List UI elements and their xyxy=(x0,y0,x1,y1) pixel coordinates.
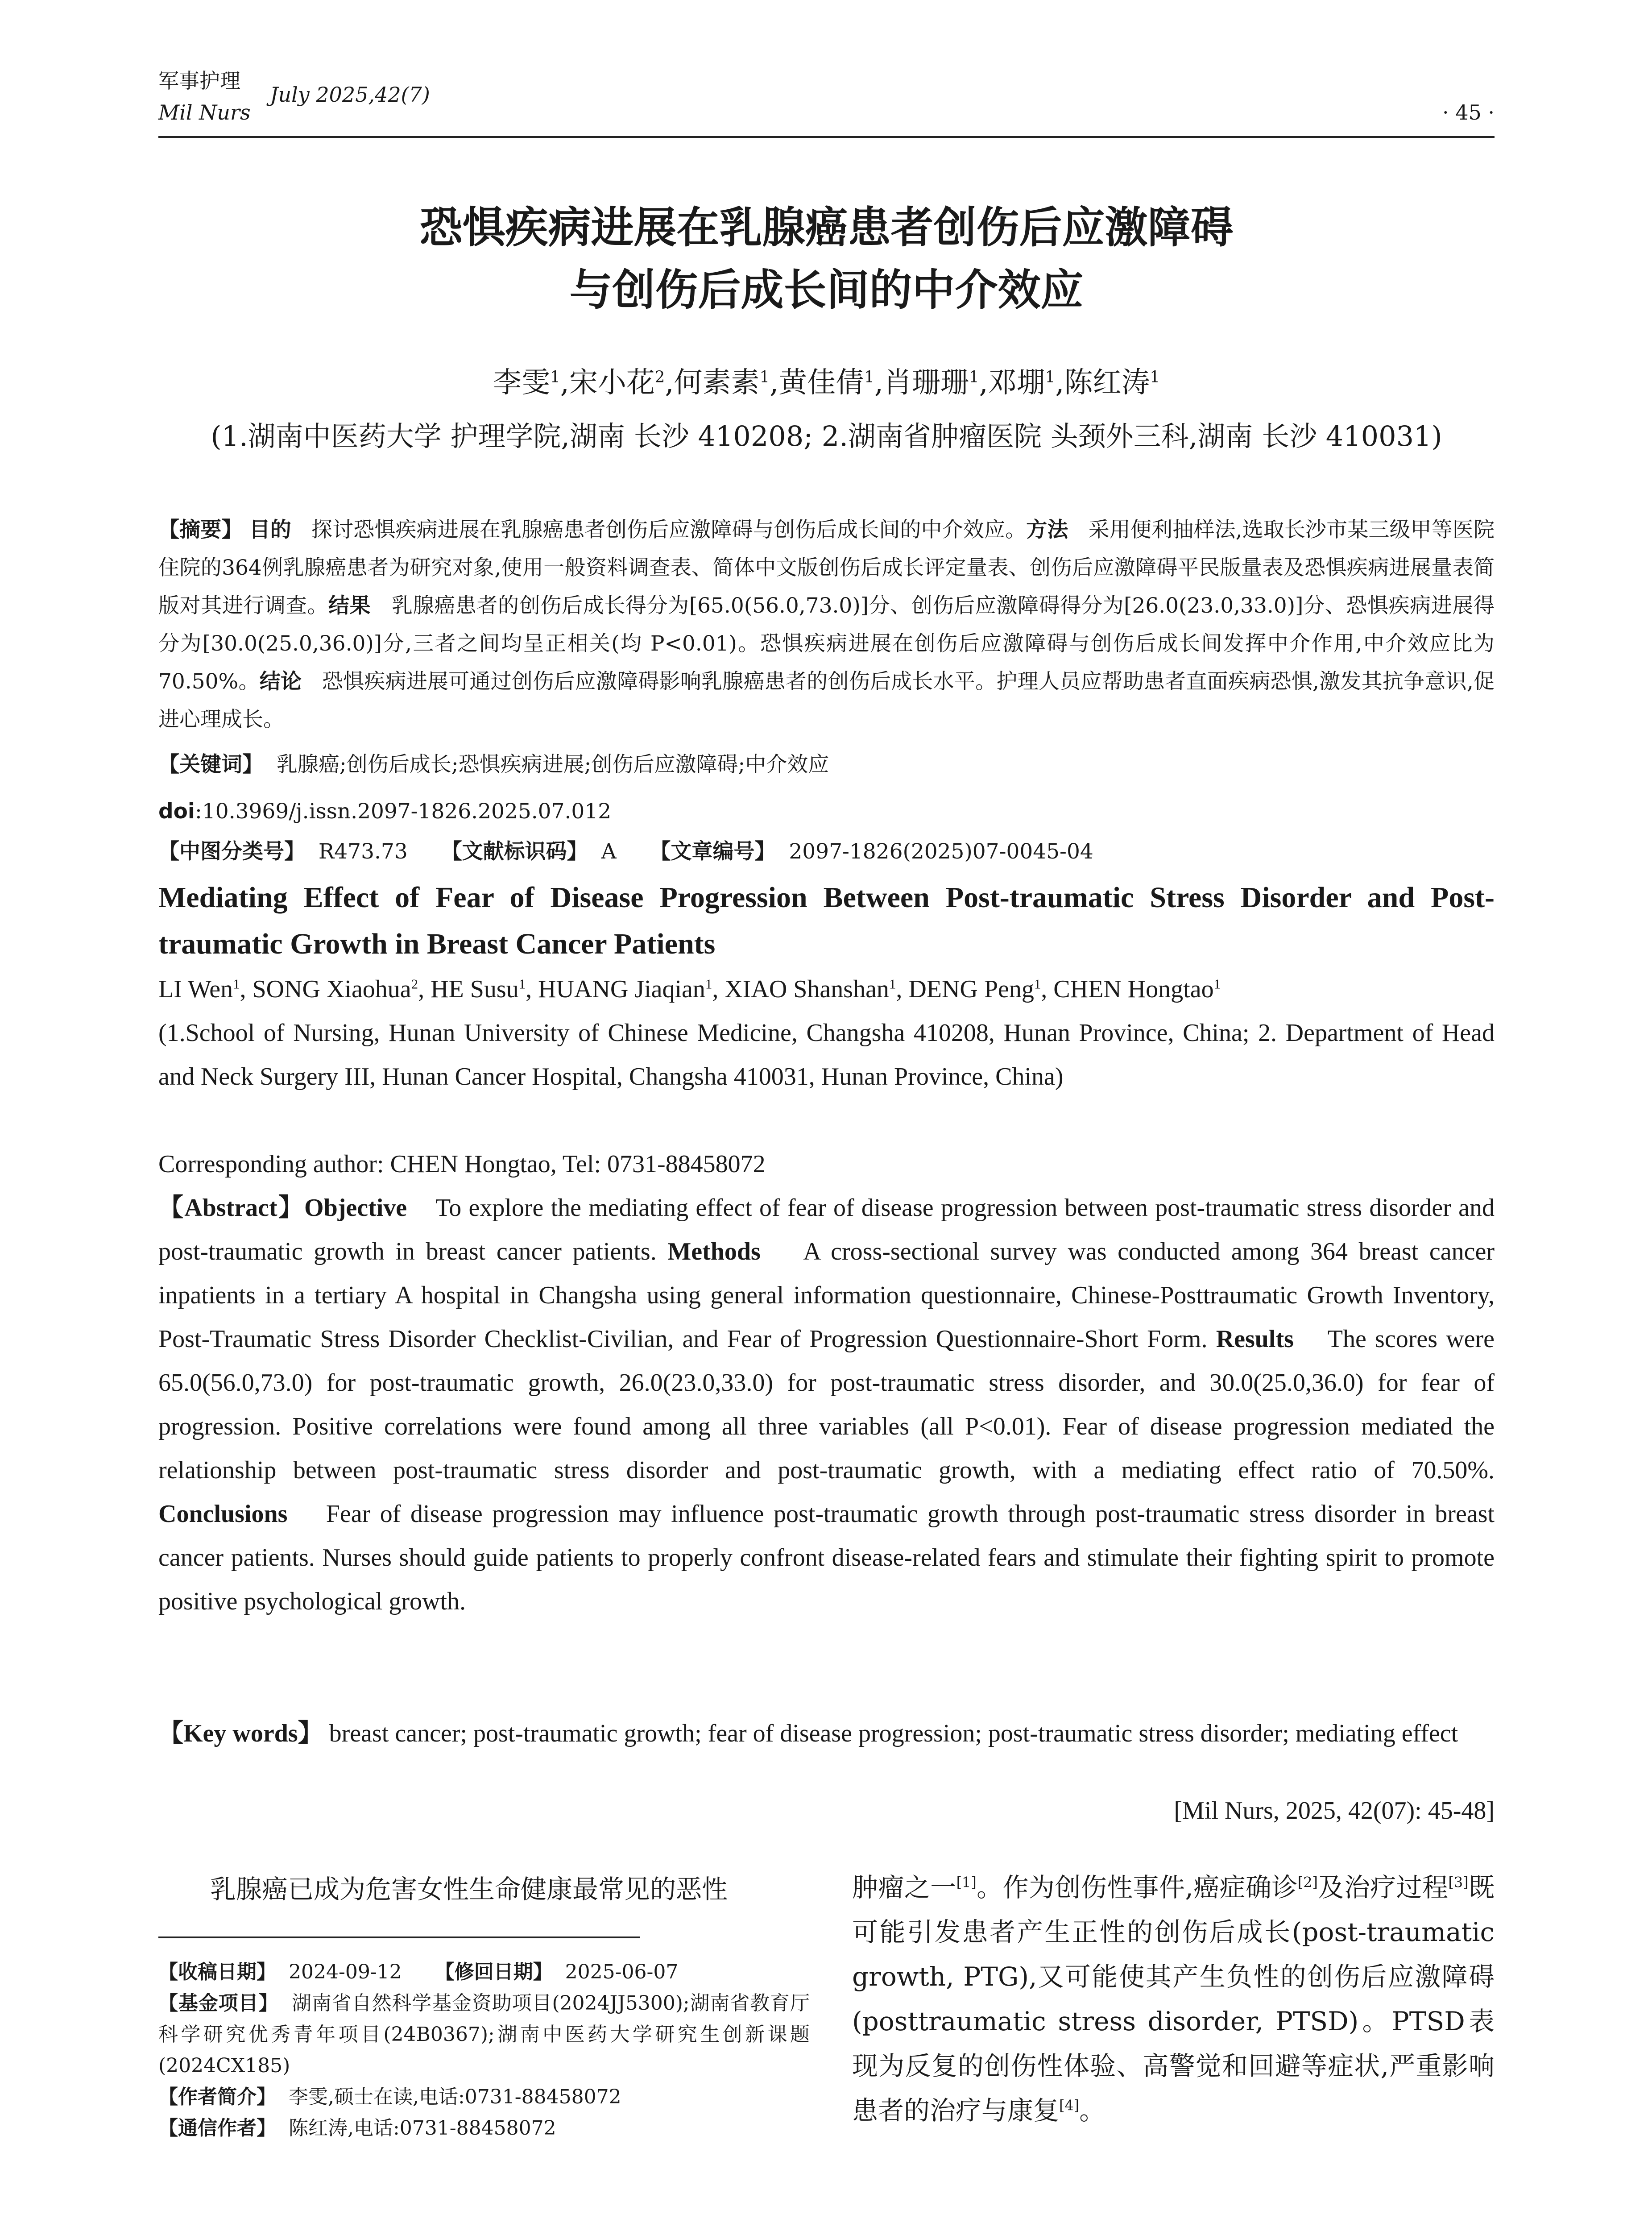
author-cn-name: 何素素 xyxy=(674,366,760,399)
author-en-aff: 1 xyxy=(518,976,526,992)
doi-label: doi xyxy=(158,799,195,824)
fund-label: 【基金项目】 xyxy=(158,1992,279,2015)
title-cn-line2: 与创伤后成长间的中介效应 xyxy=(569,265,1084,315)
results-en-text: The scores were 65.0(56.0,73.0) for post-traumatic growth, 26.0(23.0,33.0) for post-traumatic stress disorder, and 30.0(25.0,36.0) for fear of progression. Positive correlations were found among all three variables (all P<0.01). Fear of disease progression mediated the relationship between post-traumatic stress disorder and post-traumatic growth, with a mediating effect ratio of 70.50%. xyxy=(158,1325,1495,1484)
author-cn-aff: 2 xyxy=(654,368,665,386)
authors-en: LI Wen$^1$, SONG Xiaohua$^2$, HE Susu$^1$, HUANG Jiaqian$^1$, XIAO Shanshan$^1$, DENG Peng$^1$, CHEN Hongtao$^1$ xyxy=(158,975,1221,1003)
footnote-corresponding xyxy=(158,2113,810,2144)
footnotes xyxy=(158,1957,810,2144)
body-text: 。作为创伤性事件,癌症确诊 xyxy=(976,1872,1298,1903)
objective-en-text: To explore the mediating effect of fear of disease progression between post-traumatic stress disorder and post-traumatic growth in breast cancer patients. xyxy=(158,1194,1495,1265)
doc-code-label: 【文献标识码】 xyxy=(441,839,588,864)
fund-text: 湖南省自然科学基金资助项目(2024JJ5300);湖南省教育厅科学研究优秀青年项目(24B0367);湖南中医药大学研究生创新课题(2024CX185) xyxy=(158,1992,810,2077)
author-cn-aff: 1 xyxy=(759,368,770,386)
article-no-label: 【文章编号】 xyxy=(650,839,776,864)
author-intro-label: 【作者简介】 xyxy=(158,2086,276,2108)
methods-cn-text: 采用便利抽样法,选取长沙市某三级甲等医院住院的364例乳腺癌患者为研究对象,使用一般资料调查表、简体中文版创伤后成长评定量表、创伤后应激障碍平民版量表及恐惧疾病进展量表简版对其进行调查。 xyxy=(158,518,1495,618)
corresponding-author-en: Corresponding author: CHEN Hongtao, Tel: 0731-88458072 xyxy=(158,1150,766,1178)
methods-en-text: A cross-sectional survey was conducted among 364 breast cancer inpatients in a tertiary A hospital in Changsha using general information questionnaire, Chinese-Posttraumatic Growth Inventory, Post-Traumatic Stress Disorder Checklist-Civilian, and Fear of Progression Questionnaire-Short Form. xyxy=(158,1238,1495,1353)
author-cn-name: 邓堋 xyxy=(988,366,1045,399)
abstract-en xyxy=(158,1186,1495,1623)
affiliation-cn: (1.湖南中医药大学 护理学院,湖南 长沙 410208; 2.湖南省肿瘤医院 头颈外三科,湖南 长沙 410031) xyxy=(211,420,1442,452)
received-date: 2024-09-12 xyxy=(288,1961,402,1983)
conclusion-cn-text: 恐惧疾病进展可通过创伤后应激障碍影响乳腺癌患者的创伤后成长水平。护理人员应帮助患者直面疾病恐惧,激发其抗争意识,促进心理成长。 xyxy=(158,669,1495,732)
keywords-cn-text: 乳腺癌;创伤后成长;恐惧疾病进展;创伤后应激障碍;中介效应 xyxy=(276,752,829,777)
revised-label: 【修回日期】 xyxy=(435,1961,553,1983)
author-cn-name: 宋小花 xyxy=(569,366,655,399)
results-en-label: Results xyxy=(1216,1325,1294,1353)
conclusion-cn-label: 结论 xyxy=(259,669,302,694)
body-text: 。 xyxy=(1079,2095,1105,2126)
reference-2[interactable]: [2] xyxy=(1297,1874,1318,1891)
footnote-author xyxy=(158,2082,810,2113)
author-en-aff: 2 xyxy=(411,976,418,992)
header-rule xyxy=(158,136,1495,138)
keywords-cn-label: 【关键词】 xyxy=(158,752,263,777)
author-en-name: HUANG Jiaqian xyxy=(538,975,705,1003)
author-en-aff: 1 xyxy=(705,976,712,992)
author-en-aff: 1 xyxy=(233,976,240,992)
affiliation-en: (1.School of Nursing, Hunan University of Chinese Medicine, Changsha 410208, Hunan Province, China; 2. Department of Head and Neck Surgery III, Hunan Cancer Hospital, Changsha 410031, Hunan Province, China) xyxy=(158,1019,1495,1091)
title-cn-line1: 恐惧疾病进展在乳腺癌患者创伤后应激障碍 xyxy=(419,203,1234,253)
reference-4[interactable]: [4] xyxy=(1059,2097,1080,2114)
body-text: 既可能引发患者产生正性的创伤后成长(post-traumatic growth, PTG),又可能使其产生负性的创伤后应激障碍(posttraumatic stress disorder, PTSD)。PTSD表现为反复的创伤性体验、高警觉和回避等症状,严重影响患者的治疗与康复 xyxy=(852,1872,1495,2126)
journal-name-cn: 军事护理 xyxy=(158,69,240,93)
doi-line xyxy=(158,801,1495,822)
conclusions-en-text: Fear of disease progression may influence post-traumatic growth through post-traumatic stress disorder in breast cancer patients. Nurses should guide patients to properly confront disease-related fears and stimulate their fighting spirit to promote positive psychological growth. xyxy=(158,1500,1495,1615)
abstract-cn xyxy=(158,511,1495,738)
author-cn-name: 李雯 xyxy=(493,366,551,399)
conclusions-en-label: Conclusions xyxy=(158,1500,288,1528)
author-en-name: SONG Xiaohua xyxy=(252,975,411,1003)
objective-cn-label: 目的 xyxy=(249,518,291,542)
article-no-value: 2097-1826(2025)07-0045-04 xyxy=(789,839,1093,864)
author-cn-aff: 1 xyxy=(969,368,979,386)
corr-author-label: 【通信作者】 xyxy=(158,2117,276,2140)
author-en-aff: 1 xyxy=(1213,976,1221,992)
citation: [Mil Nurs, 2025, 42(07): 45-48] xyxy=(1174,1797,1495,1825)
reference-3[interactable]: [3] xyxy=(1448,1874,1469,1891)
author-cn-name: 黄佳倩 xyxy=(778,366,865,399)
keywords-en-text: breast cancer; post-traumatic growth; fear of disease progression; post-traumatic stress disorder; mediating effect xyxy=(329,1720,1458,1747)
doc-code-value: A xyxy=(601,839,617,864)
author-cn-aff: 1 xyxy=(1045,368,1056,386)
author-en-name: LI Wen xyxy=(158,975,233,1003)
author-cn-name: 肖珊珊 xyxy=(883,366,969,399)
keywords-en-label: 【Key words】 xyxy=(158,1720,323,1747)
keywords-cn xyxy=(158,754,1495,775)
body-text: 及治疗过程 xyxy=(1317,1872,1449,1903)
running-header xyxy=(158,65,1495,143)
author-cn-name: 陈红涛 xyxy=(1064,366,1150,399)
abstract-cn-label: 【摘要】 xyxy=(158,518,243,542)
abstract-en-label: 【Abstract】 xyxy=(158,1194,305,1222)
body-left-first-line: 乳腺癌已成为危害女性生命健康最常见的恶性 xyxy=(210,1874,728,1904)
classification-line xyxy=(158,841,1495,862)
author-en-name: CHEN Hongtao xyxy=(1053,975,1214,1003)
clc-label: 【中图分类号】 xyxy=(158,839,305,864)
corr-author-text: 陈红涛,电话:0731-88458072 xyxy=(288,2117,556,2140)
footnote-fund xyxy=(158,1988,810,2082)
reference-1[interactable]: [1] xyxy=(956,1874,977,1891)
author-intro-text: 李雯,硕士在读,电话:0731-88458072 xyxy=(288,2086,621,2108)
journal-name-en: Mil Nurs xyxy=(158,100,251,124)
results-cn-label: 结果 xyxy=(328,593,371,618)
footnote-rule xyxy=(158,1937,640,1938)
author-en-name: DENG Peng xyxy=(908,975,1034,1003)
title-en: Mediating Effect of Fear of Disease Progression Between Post-traumatic Stress Disorder and Post-traumatic Growth in Breast Cancer Patients xyxy=(158,881,1495,960)
author-cn-aff: 1 xyxy=(864,368,874,386)
authors-cn: 李雯$^1$,宋小花$^2$,何素素$^1$,黄佳倩$^1$,肖珊珊$^1$,邓堋$^1$,陈红涛$^1$ xyxy=(493,366,1160,399)
objective-en-label: Objective xyxy=(304,1194,407,1222)
author-cn-aff: 1 xyxy=(1150,368,1160,386)
methods-cn-label: 方法 xyxy=(1026,518,1068,542)
body-text: 肿瘤之一 xyxy=(852,1872,956,1903)
author-cn-aff: 1 xyxy=(550,368,560,386)
methods-en-label: Methods xyxy=(667,1238,761,1265)
revised-date: 2025-06-07 xyxy=(565,1961,679,1983)
received-label: 【收稿日期】 xyxy=(158,1961,276,1983)
objective-cn-text: 探讨恐惧疾病进展在乳腺癌患者创伤后应激障碍与创伤后成长间的中介效应。 xyxy=(311,518,1027,542)
footnote-dates xyxy=(158,1957,810,1988)
clc-value: R473.73 xyxy=(318,839,408,864)
author-en-aff: 1 xyxy=(1034,976,1041,992)
issue-info: July 2025,42(7) xyxy=(270,83,430,107)
keywords-en xyxy=(158,1712,1495,1755)
results-cn-text: 乳腺癌患者的创伤后成长得分为[65.0(56.0,73.0)]分、创伤后应激障碍得分为[26.0(23.0,33.0)]分、恐惧疾病进展得分为[30.0(25.0,36.0)]分,三者之间均呈正相关(均 P<0.01)。恐惧疾病进展在创伤后应激障碍与创伤后成长间发挥中介作用,中介效应比为70.50%。 xyxy=(158,593,1495,694)
author-en-aff: 1 xyxy=(889,976,896,992)
author-en-name: HE Susu xyxy=(431,975,519,1003)
doi-value[interactable]: :10.3969/j.issn.2097-1826.2025.07.012 xyxy=(195,799,612,824)
body-right-column xyxy=(852,1865,1495,2133)
page-number: · 45 · xyxy=(1442,100,1495,124)
author-en-name: XIAO Shanshan xyxy=(725,975,889,1003)
